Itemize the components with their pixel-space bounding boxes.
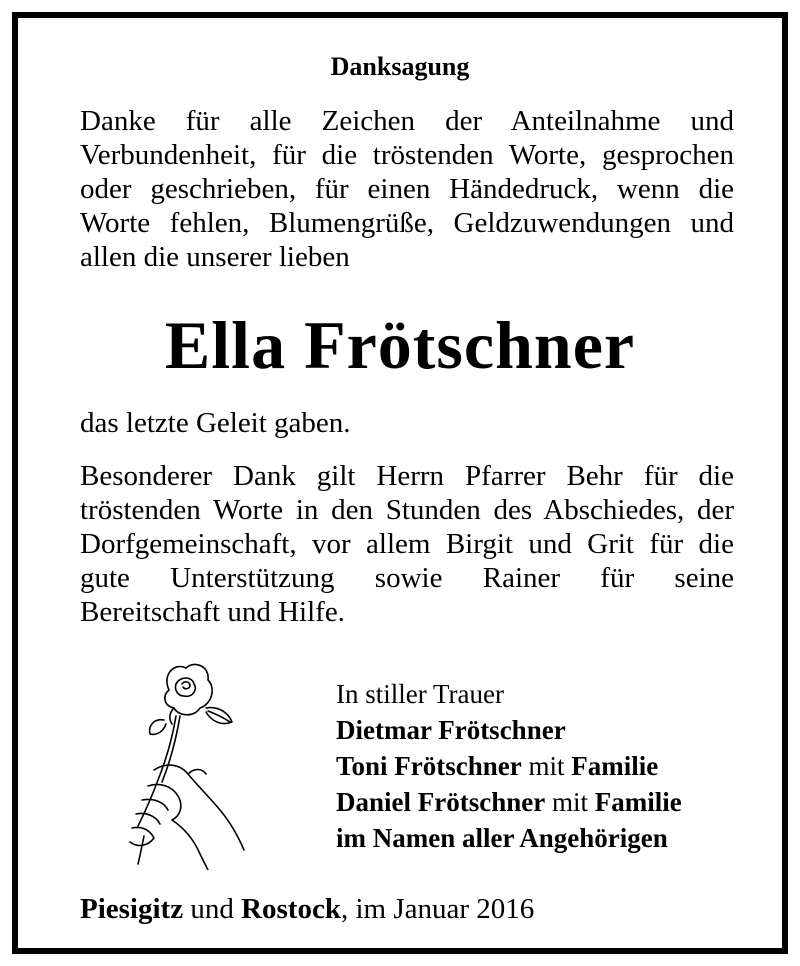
rose-in-hand-icon [114,650,254,870]
place-name: Rostock [241,893,341,925]
mourner-line [336,748,682,784]
deceased-name: Ella Frötschner [164,307,636,383]
and-word: und [190,893,234,925]
thanks-paragraph [80,459,734,629]
mourner-line [336,712,682,748]
notice-frame [12,12,788,954]
mourners-block [336,676,682,856]
intro-line: Danke für alle Zeichen der Anteilnahme und [80,105,734,137]
thanks-line: Besonderer Dank gilt Herrn Pfarrer Behr für die [80,460,734,492]
after-name-text: das letzte Geleit gaben. [80,407,351,439]
with-word: mit [528,751,565,781]
intro-line: Verbundenheit, für die tröstenden Worte, gesprochen [80,139,734,171]
with-word: mit [551,787,588,817]
thanks-line: Dorfgemeinschaft, vor allem Birgit und Grit für die [80,528,734,560]
intro-line: allen die unserer lieben [80,241,350,273]
place-name: Piesigitz [80,893,184,925]
family-word: Familie [571,751,659,781]
intro-line: oder geschrieben, für einen Händedruck, wenn die [80,173,734,205]
mourner-name: Toni Frötschner [336,751,522,781]
notice-heading: Danksagung [330,52,470,81]
thanks-line: Bereitschaft und Hilfe. [80,596,345,628]
date-text: , im Januar 2016 [340,893,535,925]
intro-line: Worte fehlen, Blumengrüße, Geldzuwendungen und [80,207,734,239]
mourners-intro: In stiller Trauer [336,679,504,709]
intro-paragraph [80,104,734,274]
mourner-name: Daniel Frötschner [336,787,546,817]
thanks-line: tröstenden Worte in den Stunden des Abschiedes, der [80,494,734,526]
footer-line [80,893,534,926]
all-relatives: im Namen aller Angehörigen [336,823,668,853]
mourner-line [336,820,682,856]
thanks-line: gute Unterstützung sowie Rainer für seine [80,562,734,594]
mourner-name: Dietmar Frötschner [336,715,566,745]
mourner-line [336,784,682,820]
family-word: Familie [594,787,682,817]
